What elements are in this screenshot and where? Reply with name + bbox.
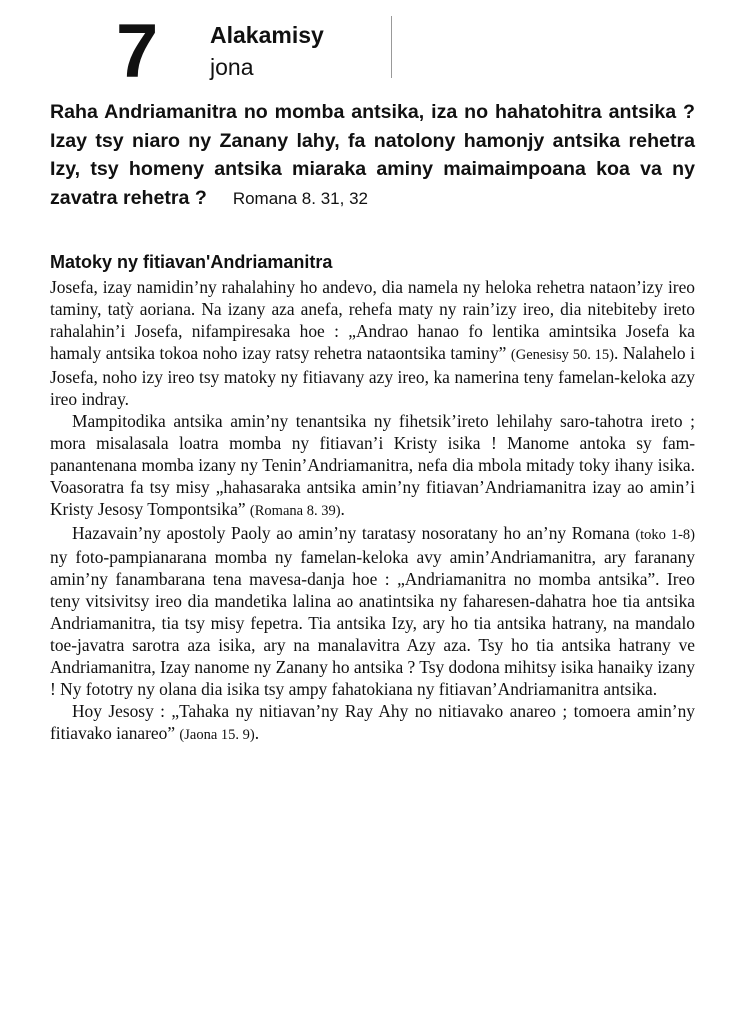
bible-reference: (toko 1-8) bbox=[635, 527, 695, 543]
bible-reference: (Jaona 15. 9) bbox=[179, 727, 255, 743]
bible-reference: (Genesisy 50. 15) bbox=[510, 347, 614, 363]
day-name: Alakamisy bbox=[210, 22, 324, 48]
paragraph-3 bbox=[50, 522, 695, 700]
daily-verse bbox=[50, 98, 695, 213]
date-header bbox=[116, 9, 396, 94]
bible-reference: (Romana 8. 39) bbox=[249, 503, 341, 519]
section-title: Matoky ny fitiavan'Andriamanitra bbox=[50, 252, 333, 272]
day-number: 7 bbox=[116, 9, 159, 94]
paragraph-text: Hazavain’ny apostoly Paoly ao amin’ny taratasy nosoratany ho an’ny Romana bbox=[72, 523, 630, 543]
verse-reference: Romana 8. 31, 32 bbox=[232, 188, 368, 208]
article-body bbox=[50, 276, 695, 746]
paragraph-text: . bbox=[254, 723, 260, 743]
header-divider bbox=[391, 16, 392, 78]
paragraph-1 bbox=[50, 276, 695, 410]
month-name: jona bbox=[210, 54, 254, 80]
paragraph-text: . Nalahelo i Josefa, noho izy ireo tsy matoky ny fitiavany azy ireo, ka namerina teny famelan-keloka azy ireo indray. bbox=[50, 343, 695, 409]
paragraph-4 bbox=[50, 700, 695, 746]
paragraph-text: Josefa, izay namidin’ny rahalahiny ho andevo, dia namela ny heloka rehetra nataon’izy ireo taminy, tatỳ aoriana. Na izany aza anefa, rehefa maty ny rain’izy ireo, dia nitebiteby ireto rahalahin’i Josefa, nifampiresaka hoe : „Andrao hanao fo lentika amintsika Josefa ka hamaly antsika tokoa noho izay ratsy rehetra nataontsika taminy” bbox=[50, 277, 695, 363]
paragraph-text: . bbox=[340, 499, 345, 519]
paragraph-text: Hoy Jesosy : „Tahaka ny nitiavan’ny Ray Ahy no nitiavako anareo ; tomoera amin’ny fitiavako ianareo” bbox=[50, 701, 695, 743]
verse-text: Raha Andriamanitra no momba antsika, iza no hahatohitra antsika ? Izay tsy niaro ny Zanany lahy, fa natolony hamonjy antsika rehetra Izy, tsy homeny antsika miaraka aminy maimaimpoana koa va ny zavatra rehetra ? bbox=[50, 101, 695, 209]
paragraph-2 bbox=[50, 410, 695, 522]
paragraph-text: ny foto-pampianarana momba ny famelan-keloka avy amin’Andriamanitra, ary faranany amin’ny fanambarana tena mavesa-danja hoe : „Andriamanitra no momba antsika”. Ireo teny vitsivitsy ireo dia mandetika lalina ao anatintsika ny faharesen-dahatra hoe tia antsika Andriamanitra, tia tsy misy fepetra. Tia antsika Izy, ary ho tia antsika hatrany, na mandalo toe-javatra sarotra aza isika, ary na manalavitra Azy aza. Tsy ho tia antsika hatrany ve Andriamanitra, Izay nanome ny Zanany ho antsika ? Tsy dodona mihitsy isika hanaiky izany ! Ny fototry ny olana dia isika tsy ampy fahatokiana ny fitiavan’Andriamanitra antsika. bbox=[50, 547, 695, 699]
paragraph-text: Mampitodika antsika amin’ny tenantsika ny fihetsik’ireto lehilahy saro-tahotra ireto ; mora misalasala loatra momba ny fitiavan’i Kristy isika ! Manome antoka sy fampanantenana momba izany ny Tenin’Andriamanitra, nefa dia mbola mitady toky ihany isika. Voasoratra fa tsy misy „hahasaraka antsika amin’ny fitiavan’Andriamanitra izay ao amin’i Kristy Jesosy Tompontsika” bbox=[50, 411, 695, 519]
